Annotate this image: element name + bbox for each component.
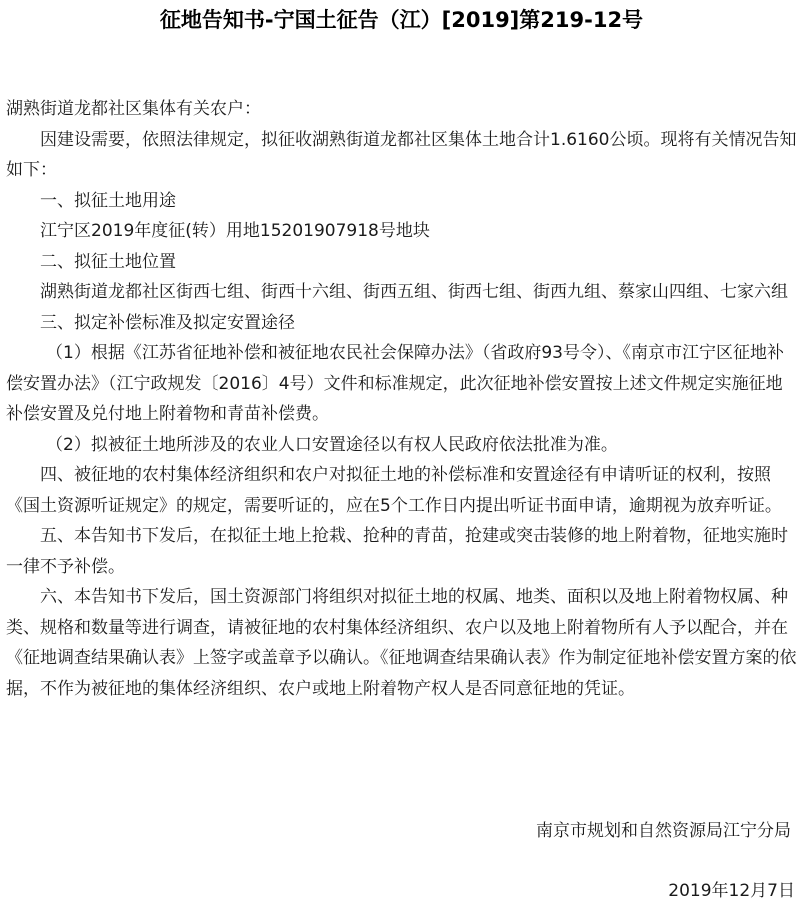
section6-paragraph: 六、本告知书下发后，国土资源部门将组织对拟征土地的权属、地类、面积以及地上附着物权属、种类、规格和数量等进行调查，请被征地的农村集体经济组织、农户以及地上附着物所有人予以配合，并在《征地调查结果确认表》上签字或盖章予以确认。《征地调查结果确认表》作为制定征地补偿安置方案的依据，不作为被征地的集体经济组织、农户或地上附着物产权人是否同意征地的凭证。: [6, 587, 797, 699]
page-title: 征地告知书-宁国土征告（江）[2019]第219-12号: [159, 8, 644, 32]
section3-heading: 三、拟定补偿标准及拟定安置途径: [40, 312, 295, 333]
intro-paragraph: 因建设需要，依照法律规定，拟征收湖熟街道龙都社区集体土地合计1.6160公顷。现将有关情况告知如下：: [6, 129, 797, 180]
section3-item-1: （1）根据《江苏省征地补偿和被征地农民社会保障办法》（省政府93号令）、《南京市江宁区征地补偿安置办法》（江宁政规发〔2016〕4号）文件和标准规定，此次征地补偿安置按上述文件规定实施征地补偿安置及兑付地上附着物和青苗补偿费。: [6, 343, 784, 424]
section5-paragraph: 五、本告知书下发后，在拟征土地上抢栽、抢种的青苗，抢建或突击装修的地上附着物，征地实施时一律不予补偿。: [6, 526, 788, 577]
notice-body: [6, 94, 797, 704]
section3-item-2: （2）拟被征土地所涉及的农业人口安置途径以有权人民政府依法批准为准。: [46, 434, 618, 455]
section1-content: 江宁区2019年度征(转）用地15201907918号地块: [40, 221, 430, 241]
section2-heading: 二、拟征土地位置: [40, 251, 176, 272]
section4-paragraph: 四、被征地的农村集体经济组织和农户对拟征土地的补偿标准和安置途径有申请听证的权利，按照《国土资源听证规定》的规定，需要听证的，应在5个工作日内提出听证书面申请，逾期视为放弃听证。: [6, 465, 782, 516]
issuer-signature: 南京市规划和自然资源局江宁分局: [536, 821, 791, 841]
section1-heading: 一、拟征土地用途: [40, 190, 176, 211]
issue-date: 2019年12月7日: [668, 881, 795, 901]
section2-content: 湖熟街道龙都社区街西七组、街西十六组、街西五组、街西七组、街西九组、蔡家山四组、七家六组: [40, 282, 788, 302]
salutation: 湖熟街道龙都社区集体有关农户：: [6, 99, 261, 119]
